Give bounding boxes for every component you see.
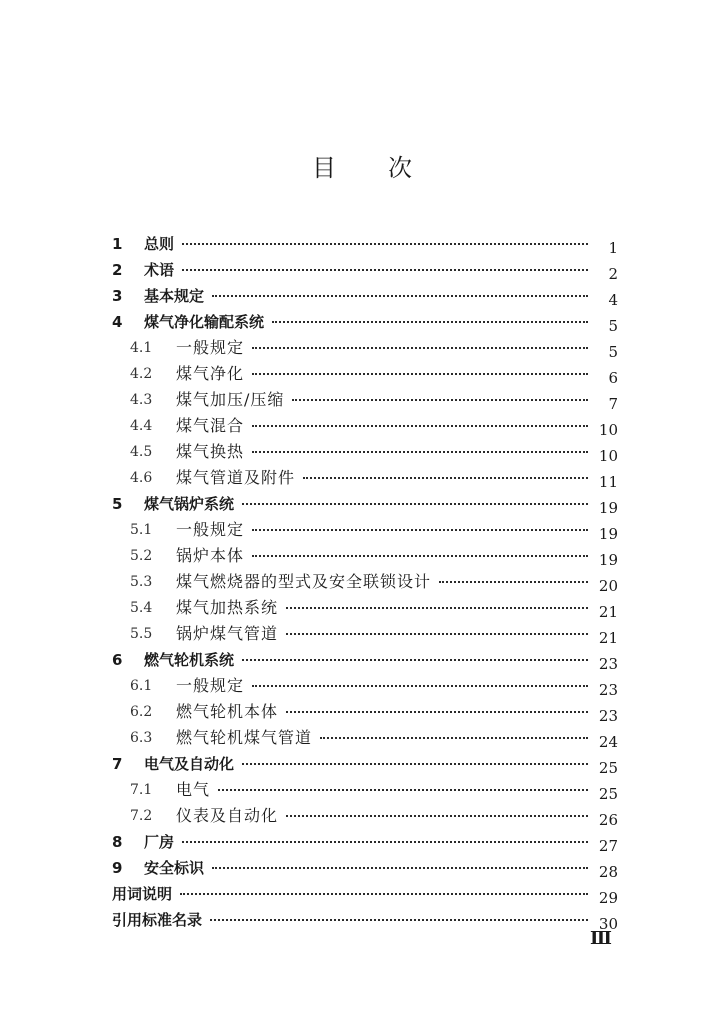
toc-entry[interactable] <box>0 670 724 699</box>
toc-entry-number: 2 <box>112 261 123 279</box>
toc-entry[interactable] <box>0 696 724 725</box>
toc-entry-label: 一般规定 <box>176 676 245 695</box>
toc-entry-page: 11 <box>598 473 618 491</box>
toc-entry-page: 28 <box>598 863 618 881</box>
toc-entry-label: 厂房 <box>144 833 175 851</box>
toc-entry[interactable] <box>0 410 724 439</box>
toc-entry-label: 引用标准名录 <box>112 911 203 929</box>
toc-entry[interactable] <box>0 904 724 933</box>
dot-leader <box>242 763 588 765</box>
toc-entry[interactable] <box>0 384 724 413</box>
toc-entry-page: 26 <box>598 811 618 829</box>
toc-entry-number: 6 <box>112 651 123 669</box>
toc-entry-page: 19 <box>598 525 618 543</box>
toc-entry-label: 术语 <box>144 261 175 279</box>
dot-leader <box>320 737 588 739</box>
toc-entry-number: 9 <box>112 859 123 877</box>
toc-entry-label: 燃气轮机煤气管道 <box>176 728 313 747</box>
dot-leader <box>252 347 588 349</box>
toc-entry-page: 23 <box>598 681 618 699</box>
toc-entry-page: 1 <box>608 239 618 257</box>
page-number-footer: Ⅲ <box>590 928 612 949</box>
toc-entry-page: 2 <box>608 265 618 283</box>
dot-leader <box>286 633 588 635</box>
toc-entry-number: 4.5 <box>130 444 153 460</box>
dot-leader <box>286 815 588 817</box>
toc-title: 目次 <box>312 154 464 182</box>
toc-entry-number: 7.1 <box>130 782 153 798</box>
dot-leader <box>292 399 588 401</box>
toc-entry-page: 29 <box>598 889 618 907</box>
toc-entry-page: 25 <box>598 759 618 777</box>
toc-entry-number: 5.3 <box>130 574 153 590</box>
toc-entry[interactable] <box>0 514 724 543</box>
toc-entry-page: 5 <box>608 317 618 335</box>
toc-entry-number: 4.4 <box>130 418 153 434</box>
dot-leader <box>218 789 588 791</box>
toc-entry-number: 8 <box>112 833 123 851</box>
toc-entry-label: 煤气换热 <box>176 442 245 461</box>
dot-leader <box>242 659 588 661</box>
toc-entry-number: 6.1 <box>130 678 153 694</box>
toc-entry-page: 10 <box>598 447 618 465</box>
toc-entry-number: 4 <box>112 313 123 331</box>
dot-leader <box>180 893 588 895</box>
toc-entry[interactable] <box>0 852 724 881</box>
dot-leader <box>439 581 588 583</box>
toc-entry-number: 5.2 <box>130 548 153 564</box>
toc-entry-number: 5.5 <box>130 626 153 642</box>
dot-leader <box>210 919 588 921</box>
dot-leader <box>252 425 588 427</box>
table-of-contents <box>0 228 724 933</box>
toc-entry-page: 30 <box>598 915 618 933</box>
dot-leader <box>242 503 588 505</box>
toc-entry-number: 1 <box>112 235 123 253</box>
dot-leader <box>252 373 588 375</box>
dot-leader <box>182 841 588 843</box>
toc-entry[interactable] <box>0 540 724 569</box>
toc-entry-number: 7.2 <box>130 808 153 824</box>
toc-entry[interactable] <box>0 826 724 855</box>
toc-entry-label: 煤气净化 <box>176 364 245 383</box>
toc-entry-label: 电气及自动化 <box>144 755 235 773</box>
toc-entry-number: 4.6 <box>130 470 153 486</box>
toc-entry-page: 23 <box>598 707 618 725</box>
toc-entry-page: 20 <box>598 577 618 595</box>
toc-entry-page: 24 <box>598 733 618 751</box>
toc-entry[interactable] <box>0 566 724 595</box>
toc-entry-number: 4.2 <box>130 366 153 382</box>
toc-entry-page: 19 <box>598 499 618 517</box>
toc-entry-page: 21 <box>598 603 618 621</box>
dot-leader <box>272 321 588 323</box>
toc-entry[interactable] <box>0 306 724 335</box>
toc-entry-page: 23 <box>598 655 618 673</box>
toc-entry[interactable] <box>0 462 724 491</box>
toc-entry-label: 锅炉煤气管道 <box>176 624 279 643</box>
toc-entry-label: 煤气燃烧器的型式及安全联锁设计 <box>176 572 432 591</box>
dot-leader <box>286 711 588 713</box>
toc-entry-label: 用词说明 <box>112 885 173 903</box>
toc-entry-number: 4.1 <box>130 340 153 356</box>
dot-leader <box>252 555 588 557</box>
toc-entry-number: 5.4 <box>130 600 153 616</box>
toc-entry-page: 21 <box>598 629 618 647</box>
toc-entry[interactable] <box>0 488 724 517</box>
toc-entry-label: 一般规定 <box>176 520 245 539</box>
toc-entry[interactable] <box>0 748 724 777</box>
toc-entry[interactable] <box>0 592 724 621</box>
toc-entry-label: 一般规定 <box>176 338 245 357</box>
toc-entry[interactable] <box>0 878 724 907</box>
toc-entry-page: 6 <box>608 369 618 387</box>
toc-entry[interactable] <box>0 722 724 751</box>
toc-entry-label: 煤气锅炉系统 <box>144 495 235 513</box>
toc-entry[interactable] <box>0 228 724 257</box>
toc-entry-label: 煤气混合 <box>176 416 245 435</box>
toc-entry-label: 煤气净化输配系统 <box>144 313 265 331</box>
toc-entry-page: 5 <box>608 343 618 361</box>
dot-leader <box>182 269 588 271</box>
dot-leader <box>182 243 588 245</box>
toc-entry-number: 6.3 <box>130 730 153 746</box>
toc-entry-label: 仪表及自动化 <box>176 806 279 825</box>
toc-entry-page: 4 <box>608 291 618 309</box>
toc-entry[interactable] <box>0 358 724 387</box>
toc-entry[interactable] <box>0 800 724 829</box>
toc-entry-label: 总则 <box>144 235 175 253</box>
toc-entry-label: 煤气加压/压缩 <box>176 390 285 409</box>
dot-leader <box>252 685 588 687</box>
dot-leader <box>286 607 588 609</box>
toc-entry[interactable] <box>0 618 724 647</box>
toc-entry-page: 10 <box>598 421 618 439</box>
toc-entry-label: 燃气轮机本体 <box>176 702 279 721</box>
toc-entry-label: 电气 <box>176 780 211 799</box>
toc-entry-number: 5.1 <box>130 522 153 538</box>
toc-entry[interactable] <box>0 644 724 673</box>
toc-entry[interactable] <box>0 332 724 361</box>
toc-entry-number: 5 <box>112 495 123 513</box>
toc-entry[interactable] <box>0 774 724 803</box>
toc-entry-label: 基本规定 <box>144 287 205 305</box>
toc-entry-label: 燃气轮机系统 <box>144 651 235 669</box>
toc-entry-label: 锅炉本体 <box>176 546 245 565</box>
dot-leader <box>303 477 588 479</box>
dot-leader <box>212 295 588 297</box>
toc-entry-label: 安全标识 <box>144 859 205 877</box>
dot-leader <box>252 451 588 453</box>
toc-entry-number: 4.3 <box>130 392 153 408</box>
toc-entry-number: 7 <box>112 755 123 773</box>
toc-entry-number: 6.2 <box>130 704 153 720</box>
toc-entry-page: 25 <box>598 785 618 803</box>
dot-leader <box>212 867 588 869</box>
toc-entry-page: 7 <box>608 395 618 413</box>
toc-entry-number: 3 <box>112 287 123 305</box>
toc-entry[interactable] <box>0 436 724 465</box>
toc-entry-label: 煤气管道及附件 <box>176 468 296 487</box>
toc-entry[interactable] <box>0 254 724 283</box>
toc-entry-page: 19 <box>598 551 618 569</box>
toc-entry[interactable] <box>0 280 724 309</box>
dot-leader <box>252 529 588 531</box>
toc-entry-label: 煤气加热系统 <box>176 598 279 617</box>
toc-entry-page: 27 <box>598 837 618 855</box>
